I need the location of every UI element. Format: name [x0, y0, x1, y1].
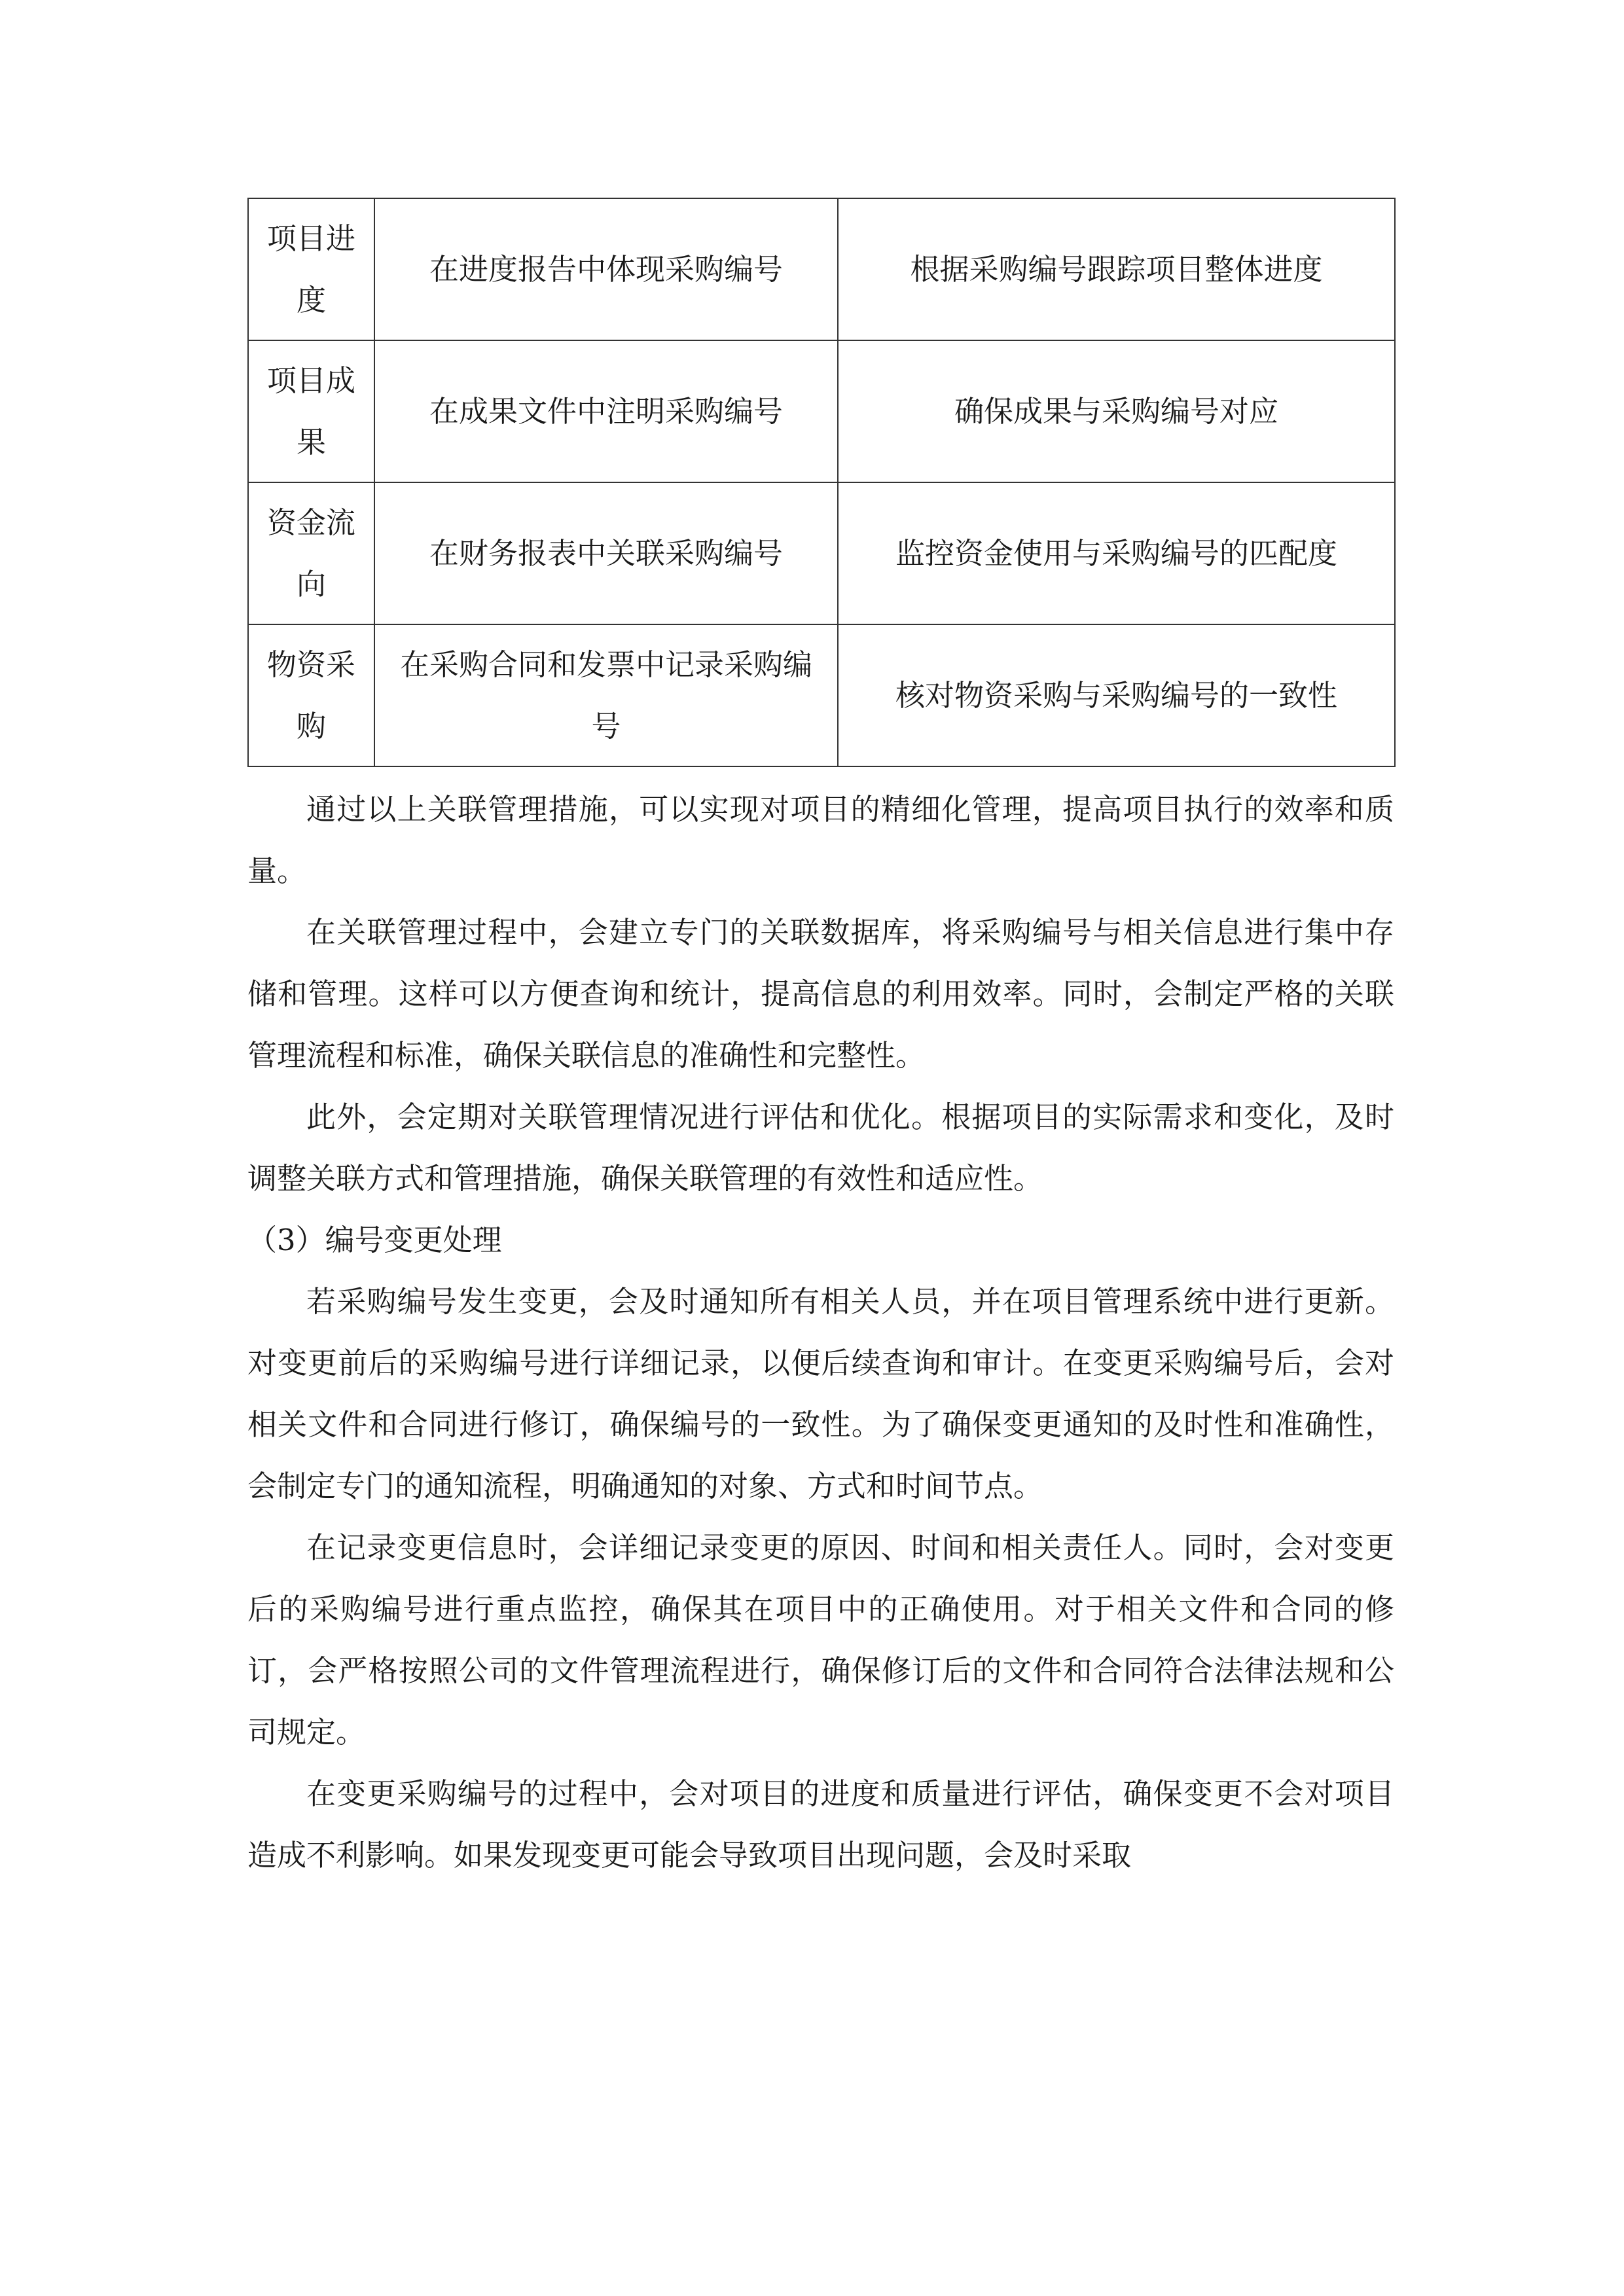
paragraph: 在关联管理过程中，会建立专门的关联数据库，将采购编号与相关信息进行集中存储和管理。这样可以方便查询和统计，提高信息的利用效率。同时，会制定严格的关联管理流程和标准，确保关联信息的准确性和完整性。: [247, 915, 1394, 1073]
table-cell-category: 项目进度: [248, 198, 374, 340]
table-cell-method: 在采购合同和发票中记录采购编号: [374, 624, 838, 766]
table-cell-category: 项目成果: [248, 340, 374, 482]
table-cell-method: 在成果文件中注明采购编号: [374, 340, 838, 482]
table-row: [248, 482, 1395, 624]
table-cell-category: 资金流向: [248, 482, 374, 624]
table-cell-purpose: 根据采购编号跟踪项目整体进度: [838, 198, 1395, 340]
paragraph: 通过以上关联管理措施，可以实现对项目的精细化管理，提高项目执行的效率和质量。: [247, 792, 1394, 888]
paragraph: 在记录变更信息时，会详细记录变更的原因、时间和相关责任人。同时，会对变更后的采购编号进行重点监控，确保其在项目中的正确使用。对于相关文件和合同的修订，会严格按照公司的文件管理流程进行，确保修订后的文件和合同符合法律法规和公司规定。: [247, 1530, 1394, 1749]
table-row: [248, 624, 1395, 766]
table-row: [248, 340, 1395, 482]
body-text: [247, 779, 1394, 1886]
table-cell-purpose: 确保成果与采购编号对应: [838, 340, 1395, 482]
association-table: [247, 198, 1396, 767]
paragraph: 若采购编号发生变更，会及时通知所有相关人员，并在项目管理系统中进行更新。对变更前后的采购编号进行详细记录，以便后续查询和审计。在变更采购编号后，会对相关文件和合同进行修订，确保编号的一致性。为了确保变更通知的及时性和准确性，会制定专门的通知流程，明确通知的对象、方式和时间节点。: [247, 1284, 1394, 1503]
table-cell-category: 物资采购: [248, 624, 374, 766]
table-row: [248, 198, 1395, 340]
table-cell-purpose: 核对物资采购与采购编号的一致性: [838, 624, 1395, 766]
section-heading: （3）编号变更处理: [247, 1223, 502, 1257]
table-cell-method: 在财务报表中关联采购编号: [374, 482, 838, 624]
paragraph: 此外，会定期对关联管理情况进行评估和优化。根据项目的实际需求和变化，及时调整关联方式和管理措施，确保关联管理的有效性和适应性。: [247, 1100, 1394, 1196]
table-cell-method: 在进度报告中体现采购编号: [374, 198, 838, 340]
table-cell-purpose: 监控资金使用与采购编号的匹配度: [838, 482, 1395, 624]
paragraph: 在变更采购编号的过程中，会对项目的进度和质量进行评估，确保变更不会对项目造成不利影响。如果发现变更可能会导致项目出现问题，会及时采取: [247, 1776, 1394, 1873]
